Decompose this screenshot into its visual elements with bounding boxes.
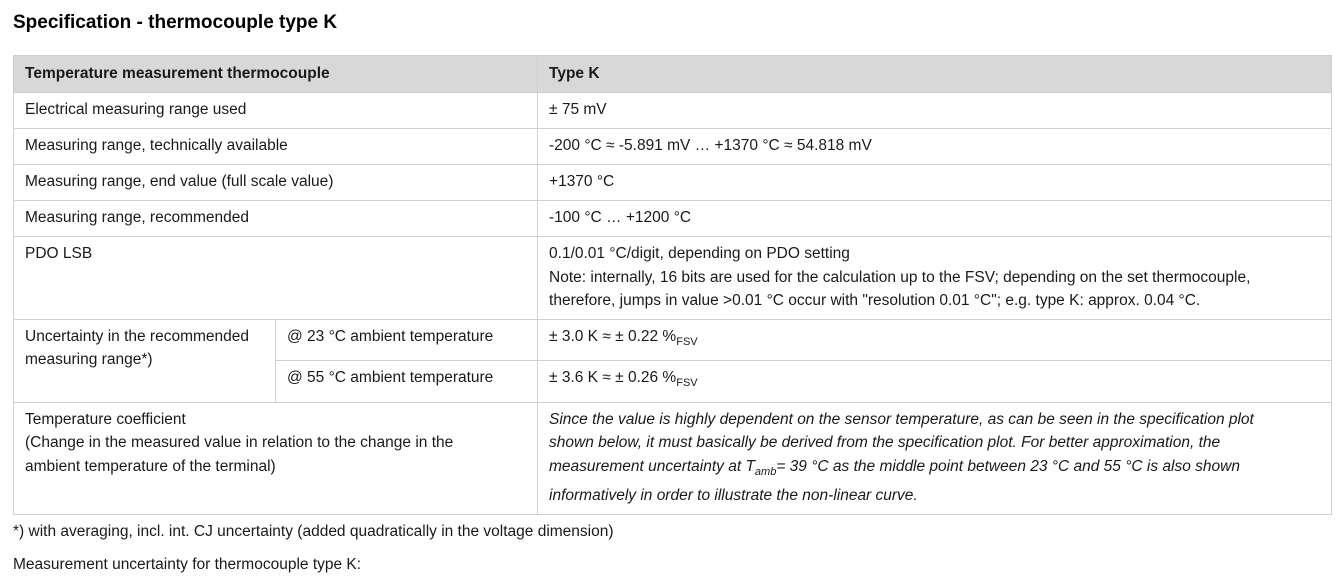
tempco-label-line: Temperature coefficient (25, 410, 186, 428)
tempco-value (538, 402, 1332, 514)
row-label: PDO LSB (14, 237, 538, 320)
row-label: Measuring range, technically available (14, 129, 538, 165)
table-row (14, 93, 1332, 129)
tempco-label-line: ambient temperature of the terminal) (25, 457, 276, 475)
uncertainty-label (14, 319, 276, 402)
uncertainty-label-line: Uncertainty in the recommended (25, 327, 250, 345)
uncertainty-value (538, 319, 1332, 361)
uncertainty-value-subscript: FSV (676, 335, 698, 348)
tempco-value-line: Since the value is highly dependent on the sensor temperature, as can be seen in the specification plot (549, 410, 1254, 428)
tempco-label (14, 402, 538, 514)
row-value: ± 75 mV (538, 93, 1332, 129)
specification-table (13, 55, 1332, 515)
tempco-value-line: informatively in order to illustrate the non-linear curve. (549, 487, 918, 504)
row-value: -100 °C … +1200 °C (538, 201, 1332, 237)
row-label: Electrical measuring range used (14, 93, 538, 129)
uncertainty-value-text: ± 3.6 K ≈ ± 0.26 % (549, 369, 677, 386)
plot-caption: Measurement uncertainty for thermocouple type K: (13, 556, 362, 573)
tempco-subscript: amb (754, 465, 777, 478)
footnote: *) with averaging, incl. int. CJ uncertainty (added quadratically in the voltage dimension) (13, 523, 614, 540)
uncertainty-value-subscript: FSV (676, 377, 698, 389)
table-row-tempco (14, 402, 1332, 514)
tempco-label-line: (Change in the measured value in relation to the change in the (25, 434, 454, 451)
tempco-text: = 39 °C as the middle point between 23 °C and 55 °C is also shown (776, 457, 1240, 475)
uncertainty-value (538, 361, 1332, 403)
row-label: Measuring range, recommended (14, 201, 538, 237)
table-row (14, 201, 1332, 237)
uncertainty-condition: @ 55 °C ambient temperature (276, 361, 538, 403)
pdo-note-line: Note: internally, 16 bits are used for the calculation up to the FSV; depending on the set thermocouple, (549, 268, 1251, 286)
row-value: +1370 °C (538, 165, 1332, 201)
table-row (14, 129, 1332, 165)
row-label: Measuring range, end value (full scale value) (14, 165, 538, 201)
pdo-value-line: 0.1/0.01 °C/digit, depending on PDO setting (549, 245, 850, 262)
table-header-row (14, 56, 1332, 93)
uncertainty-value-text: ± 3.0 K ≈ ± 0.22 % (549, 327, 677, 345)
row-value: -200 °C ≈ -5.891 mV … +1370 °C ≈ 54.818 mV (538, 129, 1332, 165)
tempco-symbol: T (745, 457, 755, 475)
table-row-uncertainty (14, 319, 1332, 361)
header-type: Type K (538, 56, 1332, 93)
uncertainty-label-line: measuring range*) (25, 351, 153, 368)
tempco-text: measurement uncertainty at (549, 457, 746, 475)
tempco-value-line: shown below, it must basically be derived from the specification plot. For better approximation, the (549, 434, 1221, 451)
uncertainty-condition: @ 23 °C ambient temperature (276, 319, 538, 361)
tempco-value-line (549, 455, 1320, 485)
header-parameter: Temperature measurement thermocouple (14, 56, 538, 93)
table-row (14, 165, 1332, 201)
row-value (538, 237, 1332, 320)
page-title: Specification - thermocouple type K (13, 12, 338, 33)
table-row-pdo (14, 237, 1332, 320)
pdo-note-line: therefore, jumps in value >0.01 °C occur with "resolution 0.01 °C"; e.g. type K: approx. 0.04 °C. (549, 292, 1201, 309)
